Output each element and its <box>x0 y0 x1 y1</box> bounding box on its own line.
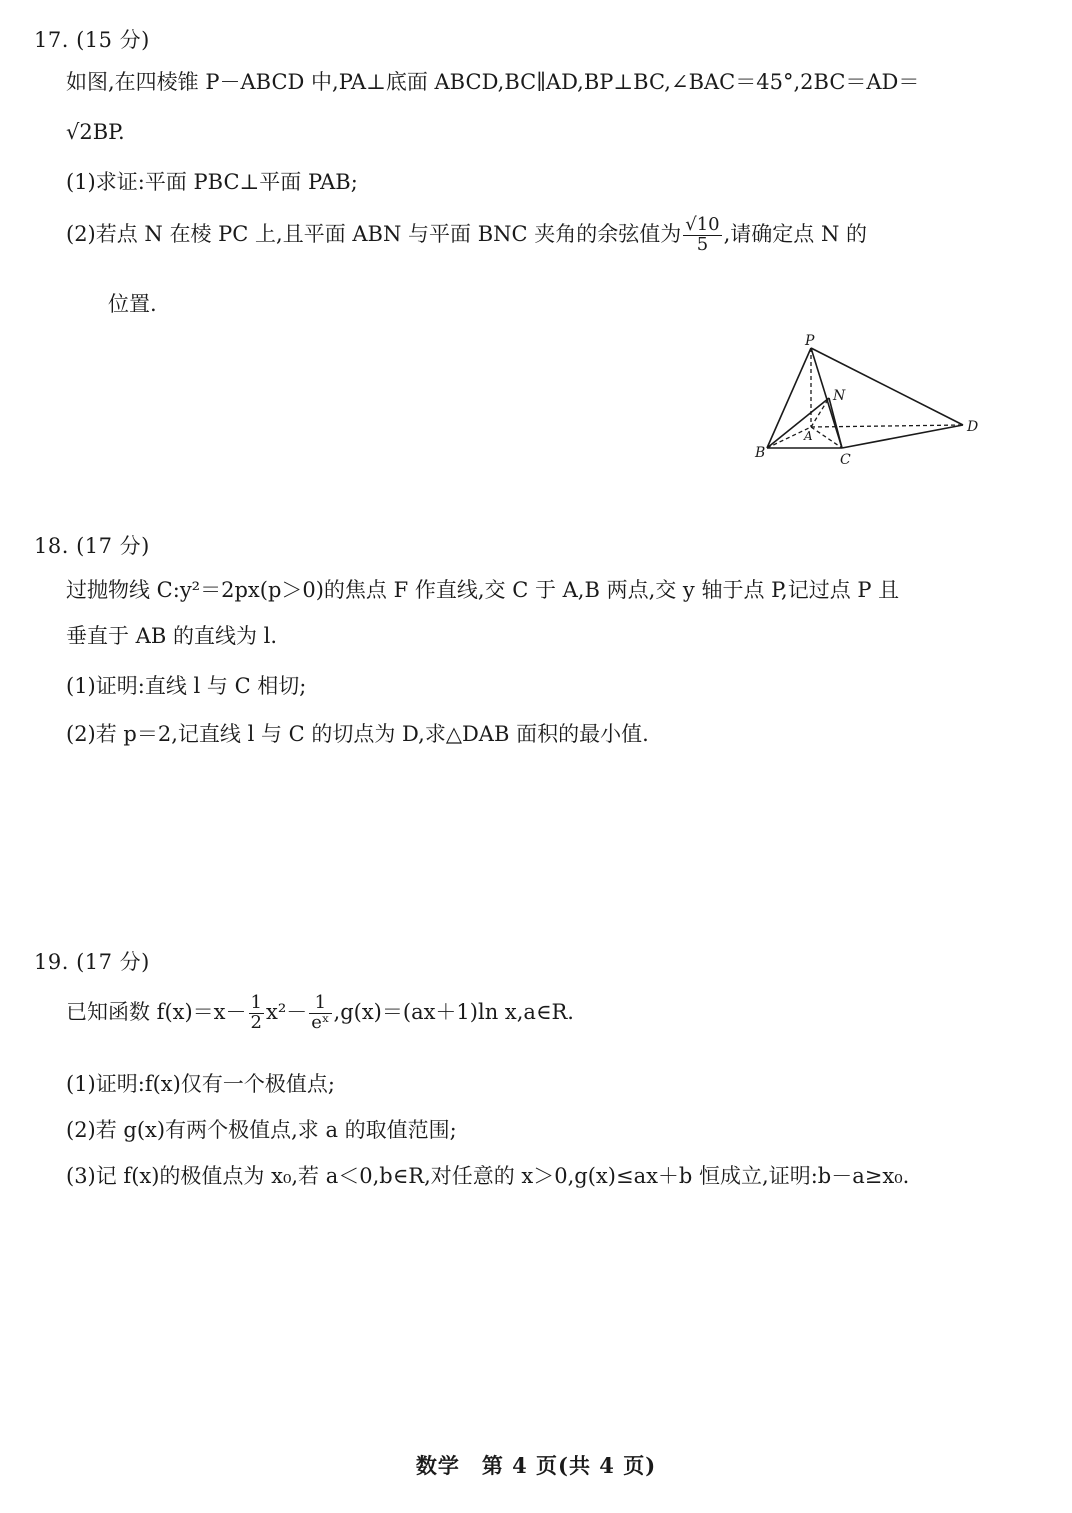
pyramid-figure <box>745 330 995 470</box>
q17-part2-continuation: 位置. <box>108 292 157 316</box>
q19-part2: (2)若 g(x)有两个极值点,求 a 的取值范围; <box>66 1118 457 1142</box>
edge-AD-hidden <box>811 425 963 427</box>
q19-stem-c: ,g(x)＝(ax＋1)ln x,a∈R. <box>333 999 574 1024</box>
q17-part2 <box>66 216 867 255</box>
q17-part2-text-a: (2)若点 N 在棱 PC 上,且平面 ABN 与平面 BNC 夹角的余弦值为 <box>66 221 682 246</box>
q17-part2-text-b: ,请确定点 N 的 <box>723 221 868 246</box>
q17-fraction-numerator: √10 <box>685 214 720 235</box>
label-B: B <box>755 445 766 461</box>
q18-part2: (2)若 p＝2,记直线 l 与 C 的切点为 D,求△DAB 面积的最小值. <box>66 722 649 746</box>
label-P: P <box>805 333 815 349</box>
q19-stem-b: x²－ <box>265 999 308 1024</box>
label-C: C <box>840 452 851 468</box>
q19-heading: 19. (17 分) <box>34 950 150 974</box>
q19-stem <box>66 994 574 1033</box>
edge-AN-hidden <box>811 398 829 427</box>
q17-stem-line2: √2BP. <box>66 120 125 144</box>
q18-stem-line2: 垂直于 AB 的直线为 l. <box>66 624 278 648</box>
q17-part1: (1)求证:平面 PBC⊥平面 PAB; <box>66 170 358 194</box>
q18-heading: 18. (17 分) <box>34 534 150 558</box>
q17-stem-line1: 如图,在四棱锥 P－ABCD 中,PA⊥底面 ABCD,BC∥AD,BP⊥BC,∠BAC＝45°,2BC＝AD＝ <box>66 70 920 94</box>
q19-frac2-den: eˣ <box>311 1011 330 1033</box>
edge-CD <box>842 425 963 448</box>
q19-part3: (3)记 f(x)的极值点为 x₀,若 a＜0,b∈R,对任意的 x＞0,g(x)≤ax＋b 恒成立,证明:b－a≥x₀. <box>66 1164 910 1188</box>
q17-part2-fraction <box>683 216 721 255</box>
label-D: D <box>967 419 979 435</box>
q17-fraction-denominator: 5 <box>696 233 709 255</box>
q19-fraction-half <box>249 994 264 1033</box>
label-N: N <box>833 388 846 404</box>
label-A: A <box>804 429 813 443</box>
q19-frac1-num: 1 <box>250 992 262 1013</box>
q19-frac1-den: 2 <box>250 1011 262 1033</box>
edge-BN <box>767 398 829 448</box>
q17-heading: 17. (15 分) <box>34 28 150 52</box>
page-footer: 数学 第 4 页(共 4 页) <box>415 1453 657 1478</box>
q19-stem-a: 已知函数 f(x)＝x－ <box>66 999 247 1024</box>
q19-part1: (1)证明:f(x)仅有一个极值点; <box>66 1072 335 1096</box>
q18-part1: (1)证明:直线 l 与 C 相切; <box>66 674 307 698</box>
q19-frac2-num: 1 <box>309 994 331 1014</box>
q19-fraction-exp <box>309 994 331 1033</box>
q18-stem-line1: 过抛物线 C:y²＝2px(p＞0)的焦点 F 作直线,交 C 于 A,B 两点,交 y 轴于点 P,记过点 P 且 <box>66 578 900 602</box>
